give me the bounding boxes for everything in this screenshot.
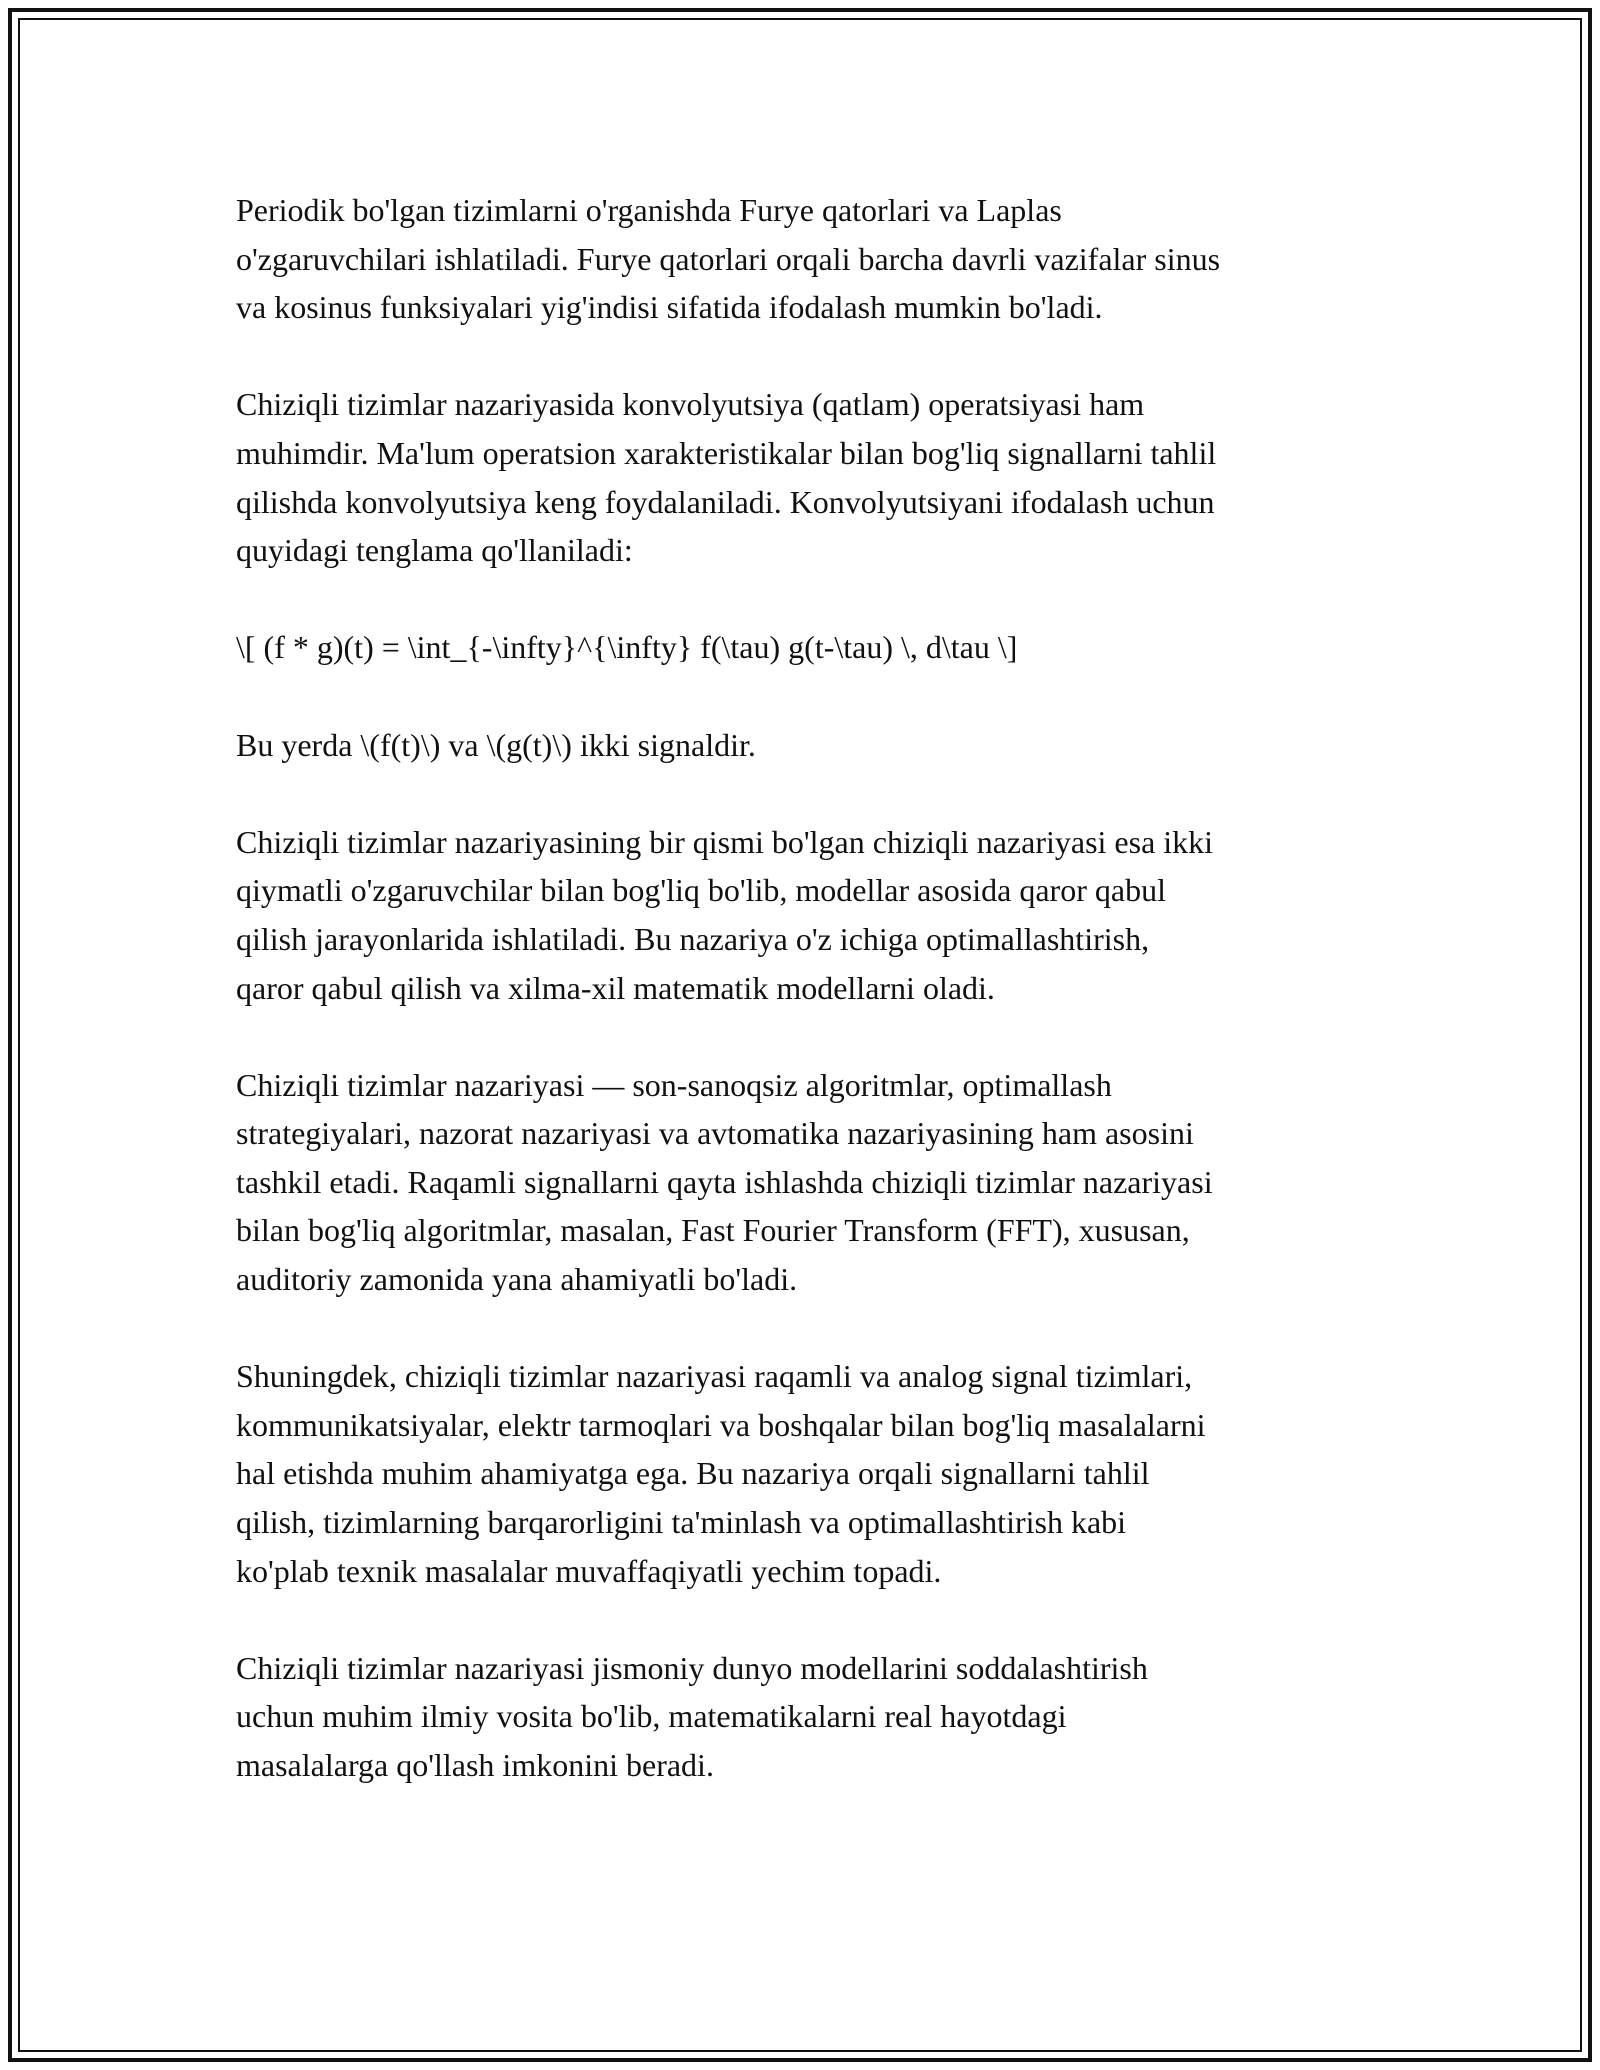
text-line: qiymatli o'zgaruvchilar bilan bog'liq bo'lib, modellar asosida qaror qabul	[236, 872, 1166, 909]
paragraph-algorithms	[236, 1061, 1376, 1304]
text-line: muhimdir. Ma'lum operatsion xarakteristikalar bilan bog'liq signallarni tahlil	[236, 434, 1217, 471]
text-line: auditoriy zamonida yana ahamiyatli bo'ladi.	[236, 1261, 798, 1298]
text-line: qilish jarayonlarida ishlatiladi. Bu nazariya o'z ichiga optimallashtirish,	[236, 920, 1150, 957]
text-line: o'zgaruvchilari ishlatiladi. Furye qatorlari orqali barcha davrli vazifalar sinus	[236, 240, 1221, 277]
equation-line: \[ (f * g)(t) = \int_{-\infty}^{\infty} f(\tau) g(t-\tau) \, d\tau \]	[236, 629, 1018, 666]
text-line: va kosinus funksiyalari yig'indisi sifatida ifodalash mumkin bo'ladi.	[236, 289, 1103, 326]
paragraph-fourier-laplace	[236, 186, 1376, 332]
text-line: kommunikatsiyalar, elektr tarmoqlari va boshqalar bilan bog'liq masalalarni	[236, 1406, 1206, 1443]
text-line: bilan bog'liq algoritmlar, masalan, Fast Fourier Transform (FFT), xususan,	[236, 1212, 1190, 1249]
paragraph-signals-note	[236, 721, 1376, 770]
text-line: Chiziqli tizimlar nazariyasi jismoniy dunyo modellarini soddalashtirish	[236, 1649, 1148, 1686]
text-line: qaror qabul qilish va xilma-xil matematik modellarni oladi.	[236, 969, 995, 1006]
text-line: qilishda konvolyutsiya keng foydalaniladi. Konvolyutsiyani ifodalash uchun	[236, 483, 1215, 520]
text-line: Periodik bo'lgan tizimlarni o'rganishda Furye qatorlari va Laplas	[236, 192, 1062, 228]
text-line: Bu yerda \(f(t)\) va \(g(t)\) ikki signaldir.	[236, 726, 756, 763]
text-line: Shuningdek, chiziqli tizimlar nazariyasi raqamli va analog signal tizimlari,	[236, 1358, 1193, 1395]
text-line: qilish, tizimlarning barqarorligini ta'minlash va optimallashtirish kabi	[236, 1504, 1127, 1541]
text-line: strategiyalari, nazorat nazariyasi va avtomatika nazariyasining ham asosini	[236, 1115, 1194, 1152]
paragraph-conclusion	[236, 1644, 1376, 1790]
text-line: quyidagi tenglama qo'llaniladi:	[236, 532, 633, 569]
text-line: Chiziqli tizimlar nazariyasining bir qismi bo'lgan chiziqli nazariyasi esa ikki	[236, 823, 1214, 860]
text-line: Chiziqli tizimlar nazariyasi — son-sanoqsiz algoritmlar, optimallash	[236, 1066, 1112, 1103]
convolution-equation	[236, 623, 1376, 672]
paragraph-convolution-intro	[236, 380, 1376, 574]
text-line: Chiziqli tizimlar nazariyasida konvolyutsiya (qatlam) operatsiyasi ham	[236, 386, 1145, 423]
text-line: uchun muhim ilmiy vosita bo'lib, matematikalarni real hayotdagi	[236, 1698, 1067, 1735]
text-line: hal etishda muhim ahamiyatga ega. Bu nazariya orqali signallarni tahlil	[236, 1455, 1150, 1492]
paragraph-applications	[236, 1352, 1376, 1595]
text-line: tashkil etadi. Raqamli signallarni qayta ishlashda chiziqli tizimlar nazariyasi	[236, 1163, 1213, 1200]
document-body	[236, 186, 1376, 1838]
paragraph-linear-theory	[236, 818, 1376, 1012]
text-line: masalalarga qo'llash imkonini beradi.	[236, 1747, 714, 1783]
text-line: ko'plab texnik masalalar muvaffaqiyatli yechim topadi.	[236, 1552, 942, 1589]
